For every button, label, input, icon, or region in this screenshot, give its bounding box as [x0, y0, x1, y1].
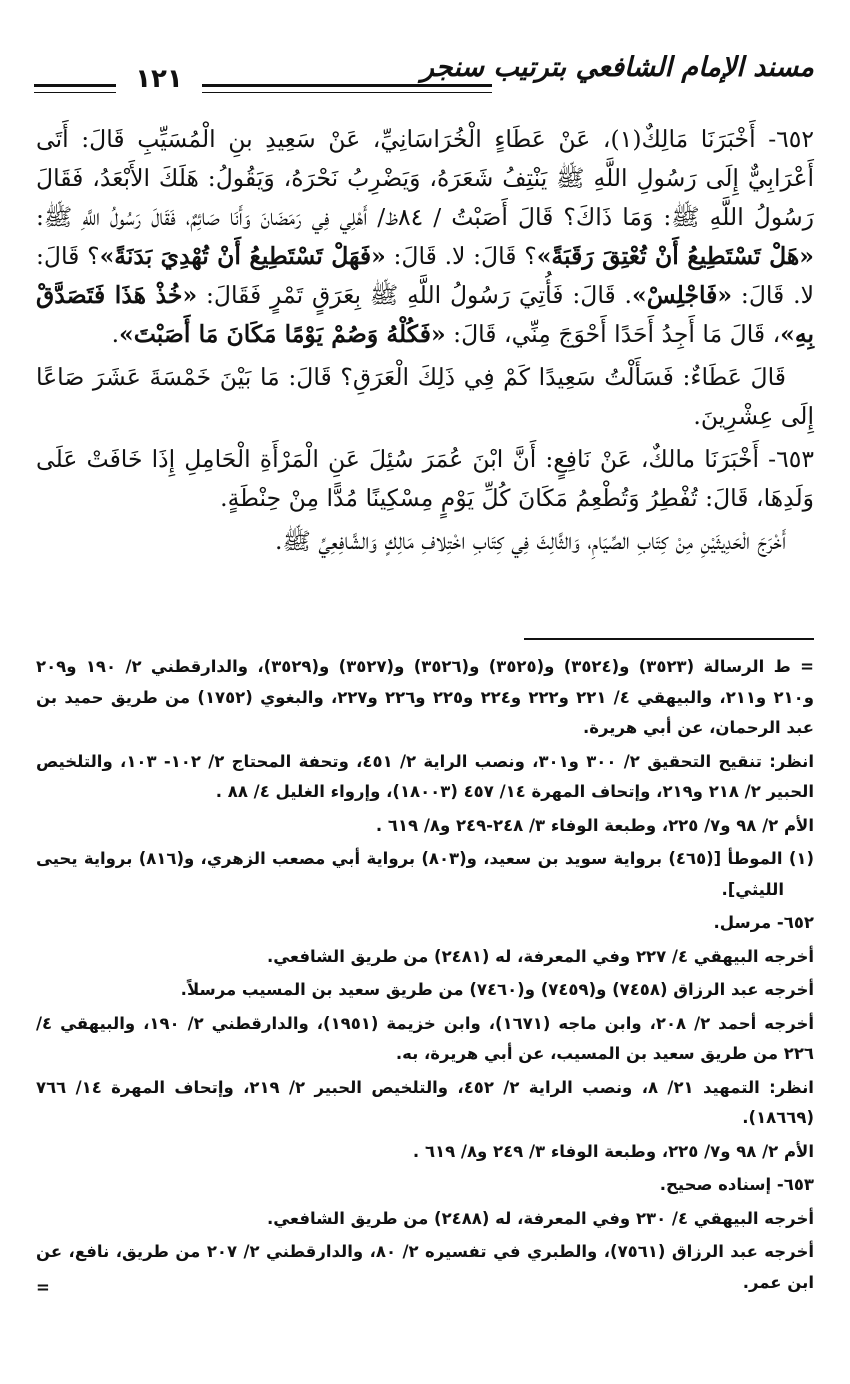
hadith-text-span: ؟ قَالَ: لا. قَالَ: [393, 242, 537, 270]
closing-note: أَخْرَجَ الْحَدِيثَيْنِ مِنْ كِتَابِ الصِّيَامِ، وَالثَّالِثَ فِي كِتَابِ اخْتِلافِ مَالِكٍ وَالشَّافِعِيِّ ﷺ. [275, 527, 786, 555]
hadith-652 [36, 120, 814, 354]
book-title: مسند الإمام الشافعي بترتيب سنجر [420, 52, 814, 83]
footnote-line: أخرجه البيهقي ٤/ ٢٣٠ وفي المعرفة، له (٢٤٨٨) من طريق الشافعي. [266, 1208, 814, 1228]
footnote-line: أخرجه عبد الرزاق (٧٥٦١)، والطبري في تفسيره ٢/ ٨٠، والدارقطني ٢/ ٢٠٧ من طريق، نافع، عن ابن عمر. [36, 1242, 814, 1292]
prophetic-quote: «فَكُلْهُ وَصُمْ يَوْمًا مَكَانَ مَا أَصَبْتَ» [119, 320, 446, 348]
hadith-text-span: ٦٥٢- أَخْبَرَنَا مَالِكٌ(١)، عَنْ عَطَاءٍ الْخُرَاسَانِيِّ، عَنْ سَعِيدِ بنِ الْمُسَيِّبِ قَالَ: أَتَى أَعْرَابِيٌّ إِلَى رَسُولِ اللَّهِ ﷺ يَنْتِفُ شَعَرَهُ، وَيَضْرِبُ نَحْرَهُ، وَيَقُولُ: هَلَكَ الأَبْعَدُ، فَقَالَ رَسُولُ اللَّهِ ﷺ: وَمَا ذَاكَ؟ قَالَ أَصَبْتُ / ٨٤ظ/ أَهْلِي فِي رَمَضَانَ وَأَنَا صَائِمٌ، فَقَالَ رَسُولُ اللَّهِ ﷺ: [36, 125, 815, 231]
header-rule [202, 92, 492, 93]
prophetic-quote: «هَلْ تَسْتَطِيعُ أَنْ تُعْتِقَ رَقَبَةً» [536, 242, 814, 270]
footnote-line: أخرجه عبد الرزاق (٧٤٥٨) و(٧٤٥٩) و(٧٤٦٠) من طريق سعيد بن المسيب مرسلاً. [180, 980, 814, 999]
prophetic-quote: «فَاجْلِسْ» [632, 281, 733, 309]
takhrij-heading-652: ٦٥٢- مرسل. [713, 913, 814, 932]
hadith-text [36, 120, 814, 565]
prophetic-quote: «فَهَلْ تَسْتَطِيعُ أَنْ تُهْدِيَ بَدَنَةً» [99, 242, 386, 270]
footnote-line: انظر: التمهيد ٢١/ ٨، ونصب الراية ٢/ ٤٥٢، والتلخيص الحبير ٢/ ٢١٩، وإتحاف المهرة ١٤/ ٧٦٦ (١٨٦٦٩). [36, 1077, 814, 1127]
ata-comment: قَالَ عَطَاءٌ: فَسَأَلْتُ سَعِيدًا كَمْ فِي ذَلِكَ الْعَرَقِ؟ قَالَ: مَا بَيْنَ خَمْسَةَ عَشَرَ صَاعًا إِلَى عِشْرِينَ. [36, 363, 814, 430]
hadith-text-span: ؟ قَالَ: لا. قَالَ: [36, 242, 814, 309]
header-rule [34, 92, 116, 93]
page-number: ١٢١ [135, 64, 183, 94]
footnote-line: الأم ٢/ ٩٨ و٧/ ٢٢٥، وطبعة الوفاء ٣/ ٢٤٩ و٨/ ٦١٩ . [412, 1141, 814, 1161]
footnote-1: (١) الموطأ [(٤٦٥) برواية سويد بن سعيد، و(٨٠٣) برواية أبي مصعب الزهري، و(٨١٦) برواية يحيى الليثي]. [36, 849, 814, 899]
hadith-text-span: ، قَالَ مَا أَجِدُ أَحَدًا أَحْوَجَ مِنِّي، قَالَ: [453, 320, 781, 348]
footnotes [36, 652, 814, 1301]
hadith-text-span: . قَالَ: فَأُتِيَ رَسُولُ اللَّهِ ﷺ بِعَرَقٍ تَمْرٍ فَقَالَ: [205, 281, 633, 309]
hadith-text-span: . [111, 320, 120, 348]
footnote-line: = ط الرسالة (٣٥٢٣) و(٣٥٢٤) و(٣٥٢٥) و(٣٥٢٦) و(٣٥٢٧) و(٣٥٢٩)، والدارقطني ٢/ ١٩٠ و٢٠٩ و٢١٠ و٢١١، والبيهقي ٤/ ٢٢١ و٢٢٢ و٢٢٤ و٢٢٥ و٢٢٦ و٢٢٧، والبغوي (١٧٥٢) من طريق حميد بن عبد الرحمان، عن أبي هريرة. [36, 657, 814, 737]
continuation-mark: = [36, 1277, 50, 1297]
footnote-line: الأم ٢/ ٩٨ و٧/ ٢٢٥، وطبعة الوفاء ٣/ ٢٤٨-٢٤٩ و٨/ ٦١٩ . [375, 815, 814, 835]
prophetic-quote: «خُذْ هَذَا فَتَصَدَّقْ بِهِ» [36, 281, 814, 348]
header-rule [34, 84, 116, 87]
header-rule [202, 84, 492, 87]
running-header [34, 48, 814, 108]
footnote-line: أخرجه أحمد ٢/ ٢٠٨، وابن ماجه (١٦٧١)، وابن خزيمة (١٩٥١)، والدارقطني ٢/ ١٩٠، والبيهقي ٤/ ٢٢٦ من طريق سعيد بن المسيب، عن أبي هريرة، به. [36, 1013, 814, 1063]
footnote-separator [524, 638, 814, 640]
footnote-line: أخرجه البيهقي ٤/ ٢٢٧ وفي المعرفة، له (٢٤٨١) من طريق الشافعي. [266, 946, 814, 966]
footnote-line: انظر: تنقيح التحقيق ٢/ ٣٠٠ و٣٠١، ونصب الراية ٢/ ٤٥١، وتحفة المحتاج ٢/ ١٠٢- ١٠٣، والتلخيص الحبير ٢/ ٢١٨ و٢١٩، وإتحاف المهرة ١٤/ ٤٥٧ (١٨٠٠٣)، وإرواء الغليل ٤/ ٨٨ . [36, 751, 814, 801]
hadith-653: ٦٥٣- أَخْبَرَنَا مالكٌ، عَنْ نَافِعٍ: أَنَّ ابْنَ عُمَرَ سُئِلَ عَنِ الْمَرْأَةِ الْحَامِلِ إِذَا خَافَتْ عَلَى وَلَدِهَا، قَالَ: تُفْطِرُ وَتُطْعِمُ مَكَانَ كُلِّ يَوْمٍ مِسْكِينًا مُدًّا مِنْ حِنْطَةٍ. [36, 445, 814, 512]
takhrij-heading-653: ٦٥٣- إسناده صحيح. [659, 1175, 814, 1194]
